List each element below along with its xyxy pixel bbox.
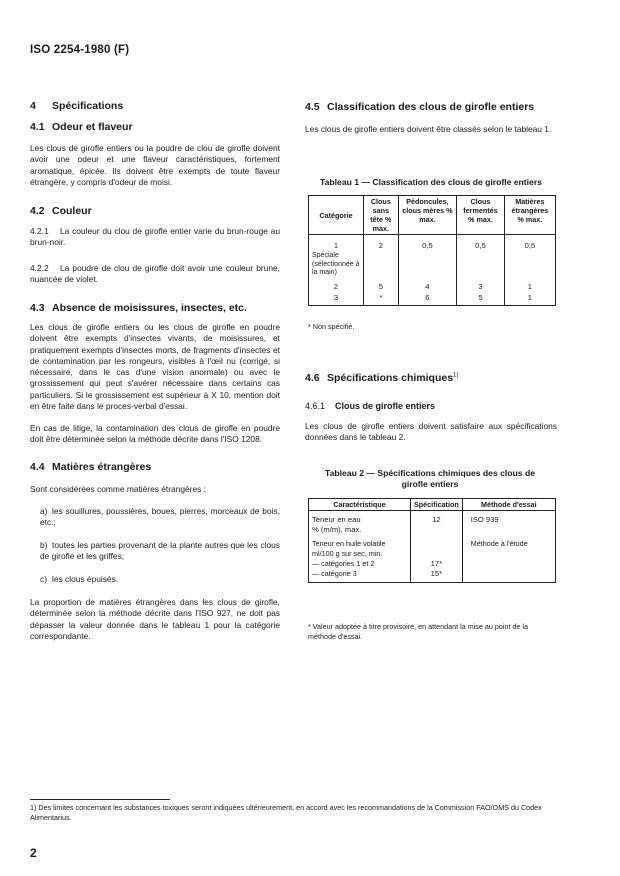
list-item: a) les souillures, poussières, boues, pierres, morceaux de bois, etc.;	[40, 506, 280, 528]
table-header: Spécification	[411, 499, 463, 511]
table-header: Clous sans tête % max.	[364, 196, 399, 235]
section-4-6-1-text: Les clous de girofle entiers doivent satisfaire aux spécifications données dans le tableau 2.	[305, 421, 557, 443]
section-4-3-text: Les clous de girofle entiers ou les clous de girofle en poudre doivent être exempts d'insectes vivants, de moisissures, et pratiquement exempts d'insectes morts, de fragments d'insectes et de contamination par les rongeurs, visibles à l'œil nu (corrigé, si nécessaire, dans le cas d'une vision anormale) ou avec le grossissement qui peut s'avérer nécessaire dans certains cas particuliers. Si le grossissement est supérieur à X 10, mention doit en être faite dans le proces-verbal d'essai.	[30, 322, 280, 412]
section-4-5-heading: 4.5 Classification des clous de girofle entiers	[305, 101, 535, 113]
table-header: Matières étrangères % max.	[504, 196, 555, 235]
table-header: Pédoncules, clous mères % max.	[398, 196, 456, 235]
table-2-note: * Valeur adoptée à titre provisoire, en attendant la mise au point de la méthode d'essai.	[308, 622, 529, 641]
table-row: Teneur en huile volatile ml/100 g sur sec, min. — catégories 1 et 2 — catégorie 3 17* 15* Méthode à l'étude	[309, 536, 556, 583]
table-2	[308, 498, 556, 583]
section-4-1-heading: 4.1 Odeur et flaveur	[30, 121, 133, 133]
section-4-3-litige: En cas de litige, la contamination des clous de girofle en poudre doit être déterminée selon la méthode décrite dans l'ISO 1208.	[30, 423, 280, 445]
section-4-2-heading: 4.2 Couleur	[30, 205, 92, 217]
section-4-6-1-heading: 4.6.1 Clous de girofle entiers	[305, 401, 436, 411]
section-4-5-text: Les clous de girofle entiers doivent être classés selon le tableau 1.	[305, 124, 552, 134]
section-4-4-heading: 4.4 Matières étrangères	[30, 461, 152, 473]
table-row: 2 5 4 3 1	[309, 279, 556, 292]
section-4-6-heading: 4.6 Spécifications chimiques$^{1)}$	[305, 372, 459, 384]
table-row: 3 * 6 5 1	[309, 292, 556, 306]
footnote-rule	[30, 799, 170, 800]
table-1-note: * Non spécifié.	[308, 322, 355, 331]
table-1-caption: Tableau 1 — Classification des clous de girofle entiers	[320, 177, 542, 187]
table-header: Méthode d'essai	[462, 499, 555, 511]
page-number: 2	[30, 846, 37, 860]
section-4-4-intro: Sont considérées comme matières étrangères :	[30, 484, 206, 494]
table-2-caption: Tableau 2 — Spécifications chimiques des clous de girofle entiers	[325, 468, 535, 489]
section-4-2-1-text: 4.2.1 La couleur du clou de girofle entier varie du brun-rouge au brun-noir.	[30, 226, 280, 248]
table-row: Spéciale (sélectionnée à la main)	[309, 251, 556, 279]
footnote: 1) Des limites concernant les substances toxiques seront indiquées ultérieurement, en accord avec les recommandations de la Commission FAO/OMS du Codex Alimentarius.	[30, 803, 542, 822]
table-header: Clous fermentés % max.	[457, 196, 505, 235]
list-item: c) les clous épuisés.	[40, 574, 119, 584]
table-row: 1 2 0,5 0,5 0,5	[309, 235, 556, 252]
section-4-2-2-text: 4.2.2 La poudre de clou de girofle doit avoir une couleur brune, nuancée de violet.	[30, 263, 280, 285]
table-1	[308, 195, 556, 306]
section-4-heading: 4 Spécifications	[30, 100, 124, 112]
table-row: Teneur en eau % (m/m), max. 12 ISO 939	[309, 511, 556, 537]
table-header: Caractéristique	[309, 499, 411, 511]
section-4-1-text: Les clous de girofle entiers ou la poudre de clou de girofle doivent avoir une odeur et une flaveur caractéristiques, fortement aromatique, épicée. Ils doivent être exempts de toute flaveur étrangère, y compris d'odeur de moisi.	[30, 143, 280, 187]
section-4-3-heading: 4.3 Absence de moisissures, insectes, etc.	[30, 302, 247, 314]
document-id: ISO 2254-1980 (F)	[30, 44, 130, 56]
section-4-4-text: La proportion de matières étrangères dans les clous de girofle, déterminée selon la méthode décrite dans l'ISO 927, ne doit pas dépasser la valeur donnée dans le tableau 1 pour la catégorie correspondante.	[30, 597, 280, 641]
table-header: Catégorie	[309, 196, 364, 235]
list-item: b) toutes les parties provenant de la plante autres que les clous de girofle et les griffes;	[40, 540, 280, 562]
